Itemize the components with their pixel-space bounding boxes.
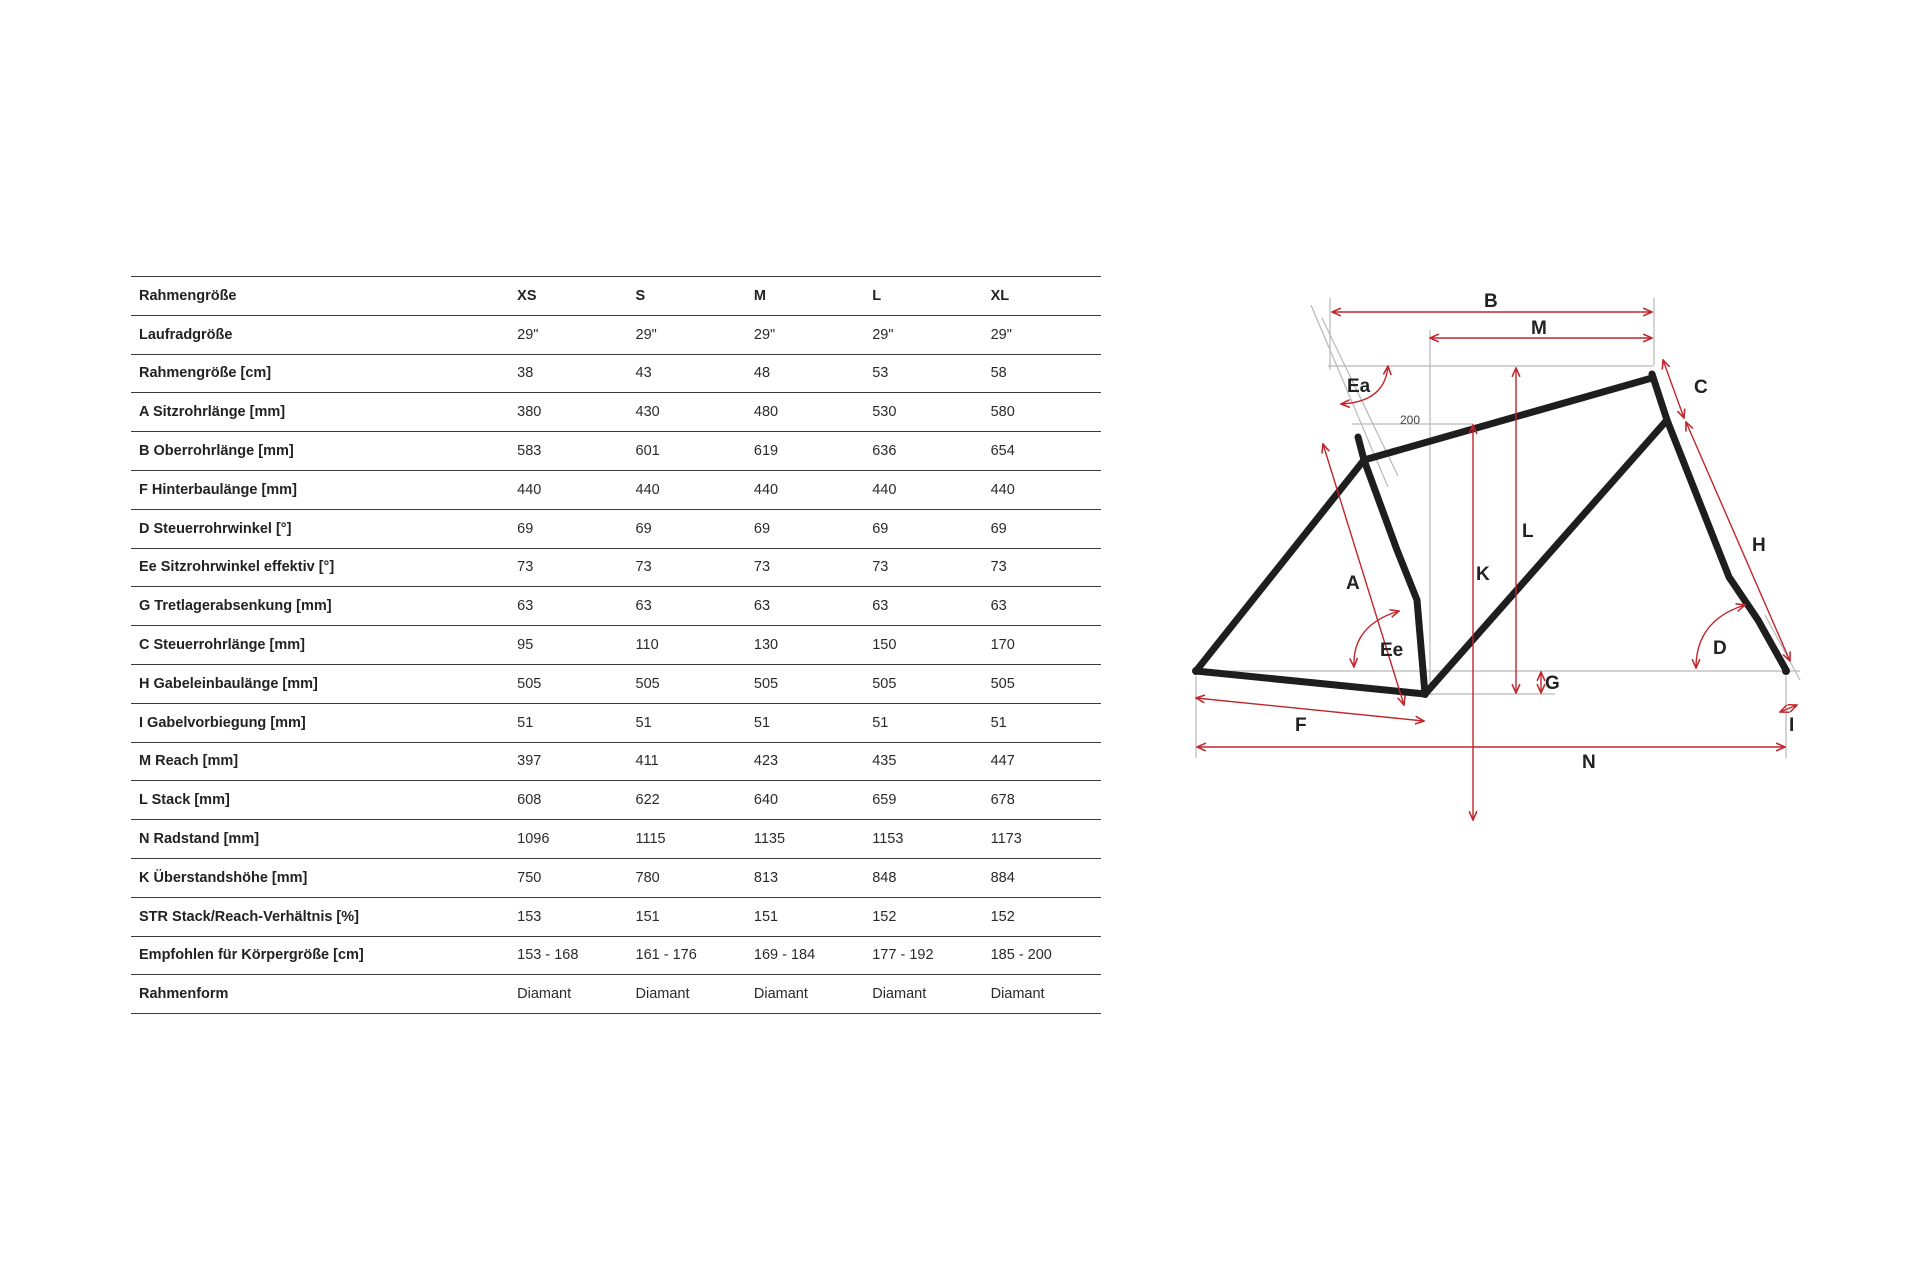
row-value-l: Diamant bbox=[864, 975, 982, 1014]
header-label: Rahmengröße bbox=[131, 277, 509, 316]
row-value-xs: 63 bbox=[509, 587, 627, 626]
row-value-m: 505 bbox=[746, 664, 864, 703]
dim-a bbox=[1323, 444, 1404, 705]
row-value-xs: 583 bbox=[509, 432, 627, 471]
label-k: K bbox=[1476, 564, 1490, 585]
row-label: L Stack [mm] bbox=[131, 781, 509, 820]
row-value-xs: 750 bbox=[509, 858, 627, 897]
row-value-m: 440 bbox=[746, 470, 864, 509]
label-i: I bbox=[1789, 715, 1795, 736]
label-d: D bbox=[1713, 638, 1727, 659]
head-tube bbox=[1652, 374, 1667, 420]
row-value-s: 440 bbox=[628, 470, 746, 509]
row-value-l: 150 bbox=[864, 626, 982, 665]
label-c: C bbox=[1694, 377, 1708, 398]
down-tube bbox=[1425, 420, 1667, 694]
row-value-xl: 185 - 200 bbox=[983, 936, 1101, 975]
row-value-xs: 440 bbox=[509, 470, 627, 509]
row-value-s: 622 bbox=[628, 781, 746, 820]
row-value-s: 411 bbox=[628, 742, 746, 781]
row-value-m: 73 bbox=[746, 548, 864, 587]
row-value-m: 69 bbox=[746, 509, 864, 548]
row-value-s: 601 bbox=[628, 432, 746, 471]
label-l: L bbox=[1522, 521, 1534, 542]
fork bbox=[1667, 420, 1786, 670]
row-label: C Steuerrohrlänge [mm] bbox=[131, 626, 509, 665]
row-value-l: 440 bbox=[864, 470, 982, 509]
row-value-m: 63 bbox=[746, 587, 864, 626]
row-value-xl: 505 bbox=[983, 664, 1101, 703]
row-value-m: 1135 bbox=[746, 820, 864, 859]
row-value-xl: 580 bbox=[983, 393, 1101, 432]
row-value-s: 1115 bbox=[628, 820, 746, 859]
row-value-xs: 397 bbox=[509, 742, 627, 781]
row-value-l: 435 bbox=[864, 742, 982, 781]
row-value-xl: Diamant bbox=[983, 975, 1101, 1014]
row-label: M Reach [mm] bbox=[131, 742, 509, 781]
row-value-xs: 505 bbox=[509, 664, 627, 703]
row-label: Empfohlen für Körpergröße [cm] bbox=[131, 936, 509, 975]
row-value-s: Diamant bbox=[628, 975, 746, 1014]
row-value-xl: 170 bbox=[983, 626, 1101, 665]
row-label: K Überstandshöhe [mm] bbox=[131, 858, 509, 897]
label-ee: Ee bbox=[1380, 640, 1404, 661]
row-value-l: 63 bbox=[864, 587, 982, 626]
row-value-l: 659 bbox=[864, 781, 982, 820]
row-value-l: 51 bbox=[864, 703, 982, 742]
row-value-s: 110 bbox=[628, 626, 746, 665]
header-size-xs: XS bbox=[509, 277, 627, 316]
row-label: G Tretlagerabsenkung [mm] bbox=[131, 587, 509, 626]
row-value-xs: 73 bbox=[509, 548, 627, 587]
row-value-s: 151 bbox=[628, 897, 746, 936]
row-value-m: 813 bbox=[746, 858, 864, 897]
row-value-l: 29" bbox=[864, 315, 982, 354]
row-value-xl: 152 bbox=[983, 897, 1101, 936]
row-value-m: 480 bbox=[746, 393, 864, 432]
row-label: Ee Sitzrohrwinkel effektiv [°] bbox=[131, 548, 509, 587]
row-value-m: 151 bbox=[746, 897, 864, 936]
row-label: F Hinterbaulänge [mm] bbox=[131, 470, 509, 509]
label-b: B bbox=[1484, 291, 1498, 312]
row-value-l: 73 bbox=[864, 548, 982, 587]
row-label: Rahmengröße [cm] bbox=[131, 354, 509, 393]
dim-i bbox=[1780, 705, 1797, 712]
row-value-xl: 63 bbox=[983, 587, 1101, 626]
row-value-s: 63 bbox=[628, 587, 746, 626]
header-size-l: L bbox=[864, 277, 982, 316]
row-value-l: 53 bbox=[864, 354, 982, 393]
label-n: N bbox=[1582, 752, 1596, 773]
seat-stay bbox=[1196, 460, 1364, 671]
row-value-m: 640 bbox=[746, 781, 864, 820]
row-value-xs: 1096 bbox=[509, 820, 627, 859]
row-value-xs: 153 - 168 bbox=[509, 936, 627, 975]
label-g: G bbox=[1545, 673, 1560, 694]
bottom-bracket bbox=[1421, 690, 1429, 698]
row-label: Laufradgröße bbox=[131, 315, 509, 354]
label-ea: Ea bbox=[1347, 376, 1371, 397]
row-label: A Sitzrohrlänge [mm] bbox=[131, 393, 509, 432]
row-value-s: 29" bbox=[628, 315, 746, 354]
row-label: D Steuerrohrwinkel [°] bbox=[131, 509, 509, 548]
dim-f bbox=[1196, 698, 1424, 721]
row-value-xl: 884 bbox=[983, 858, 1101, 897]
row-value-s: 780 bbox=[628, 858, 746, 897]
row-value-xs: 608 bbox=[509, 781, 627, 820]
label-h: H bbox=[1752, 535, 1766, 556]
row-value-xl: 654 bbox=[983, 432, 1101, 471]
header-size-xl: XL bbox=[983, 277, 1101, 316]
row-label: N Radstand [mm] bbox=[131, 820, 509, 859]
row-label: B Oberrohrlänge [mm] bbox=[131, 432, 509, 471]
row-value-l: 530 bbox=[864, 393, 982, 432]
row-value-m: 51 bbox=[746, 703, 864, 742]
row-value-xl: 440 bbox=[983, 470, 1101, 509]
row-value-s: 43 bbox=[628, 354, 746, 393]
row-value-m: 48 bbox=[746, 354, 864, 393]
row-value-m: Diamant bbox=[746, 975, 864, 1014]
label-200: 200 bbox=[1400, 413, 1421, 427]
row-value-m: 619 bbox=[746, 432, 864, 471]
row-value-xl: 678 bbox=[983, 781, 1101, 820]
row-value-xl: 73 bbox=[983, 548, 1101, 587]
row-value-s: 69 bbox=[628, 509, 746, 548]
row-value-l: 152 bbox=[864, 897, 982, 936]
row-value-m: 169 - 184 bbox=[746, 936, 864, 975]
row-label: H Gabeleinbaulänge [mm] bbox=[131, 664, 509, 703]
row-value-xl: 69 bbox=[983, 509, 1101, 548]
bike-frame bbox=[1192, 374, 1790, 698]
label-a: A bbox=[1346, 573, 1360, 594]
row-value-xs: 153 bbox=[509, 897, 627, 936]
row-value-xs: Diamant bbox=[509, 975, 627, 1014]
front-axle bbox=[1782, 667, 1790, 675]
header-size-s: S bbox=[628, 277, 746, 316]
row-value-xl: 447 bbox=[983, 742, 1101, 781]
row-value-xl: 29" bbox=[983, 315, 1101, 354]
row-label: Rahmenform bbox=[131, 975, 509, 1014]
row-value-l: 177 - 192 bbox=[864, 936, 982, 975]
row-value-m: 423 bbox=[746, 742, 864, 781]
row-value-l: 636 bbox=[864, 432, 982, 471]
row-value-s: 430 bbox=[628, 393, 746, 432]
row-value-m: 29" bbox=[746, 315, 864, 354]
row-value-s: 161 - 176 bbox=[628, 936, 746, 975]
row-value-l: 848 bbox=[864, 858, 982, 897]
chain-stay bbox=[1196, 671, 1425, 694]
label-f: F bbox=[1295, 715, 1307, 736]
row-value-l: 69 bbox=[864, 509, 982, 548]
row-value-s: 51 bbox=[628, 703, 746, 742]
dimension-labels bbox=[1295, 291, 1794, 773]
row-value-s: 505 bbox=[628, 664, 746, 703]
row-label: I Gabelvorbiegung [mm] bbox=[131, 703, 509, 742]
row-value-xs: 29" bbox=[509, 315, 627, 354]
row-value-xs: 38 bbox=[509, 354, 627, 393]
row-value-xs: 51 bbox=[509, 703, 627, 742]
row-value-l: 1153 bbox=[864, 820, 982, 859]
row-value-l: 505 bbox=[864, 664, 982, 703]
rear-axle bbox=[1192, 667, 1200, 675]
row-value-m: 130 bbox=[746, 626, 864, 665]
row-value-s: 73 bbox=[628, 548, 746, 587]
row-value-xs: 95 bbox=[509, 626, 627, 665]
header-size-m: M bbox=[746, 277, 864, 316]
row-value-xs: 69 bbox=[509, 509, 627, 548]
row-value-xl: 51 bbox=[983, 703, 1101, 742]
dim-h bbox=[1686, 422, 1790, 661]
label-m: M bbox=[1531, 318, 1547, 339]
row-value-xl: 58 bbox=[983, 354, 1101, 393]
row-value-xl: 1173 bbox=[983, 820, 1101, 859]
row-label: STR Stack/Reach-Verhältnis [%] bbox=[131, 897, 509, 936]
row-value-xs: 380 bbox=[509, 393, 627, 432]
